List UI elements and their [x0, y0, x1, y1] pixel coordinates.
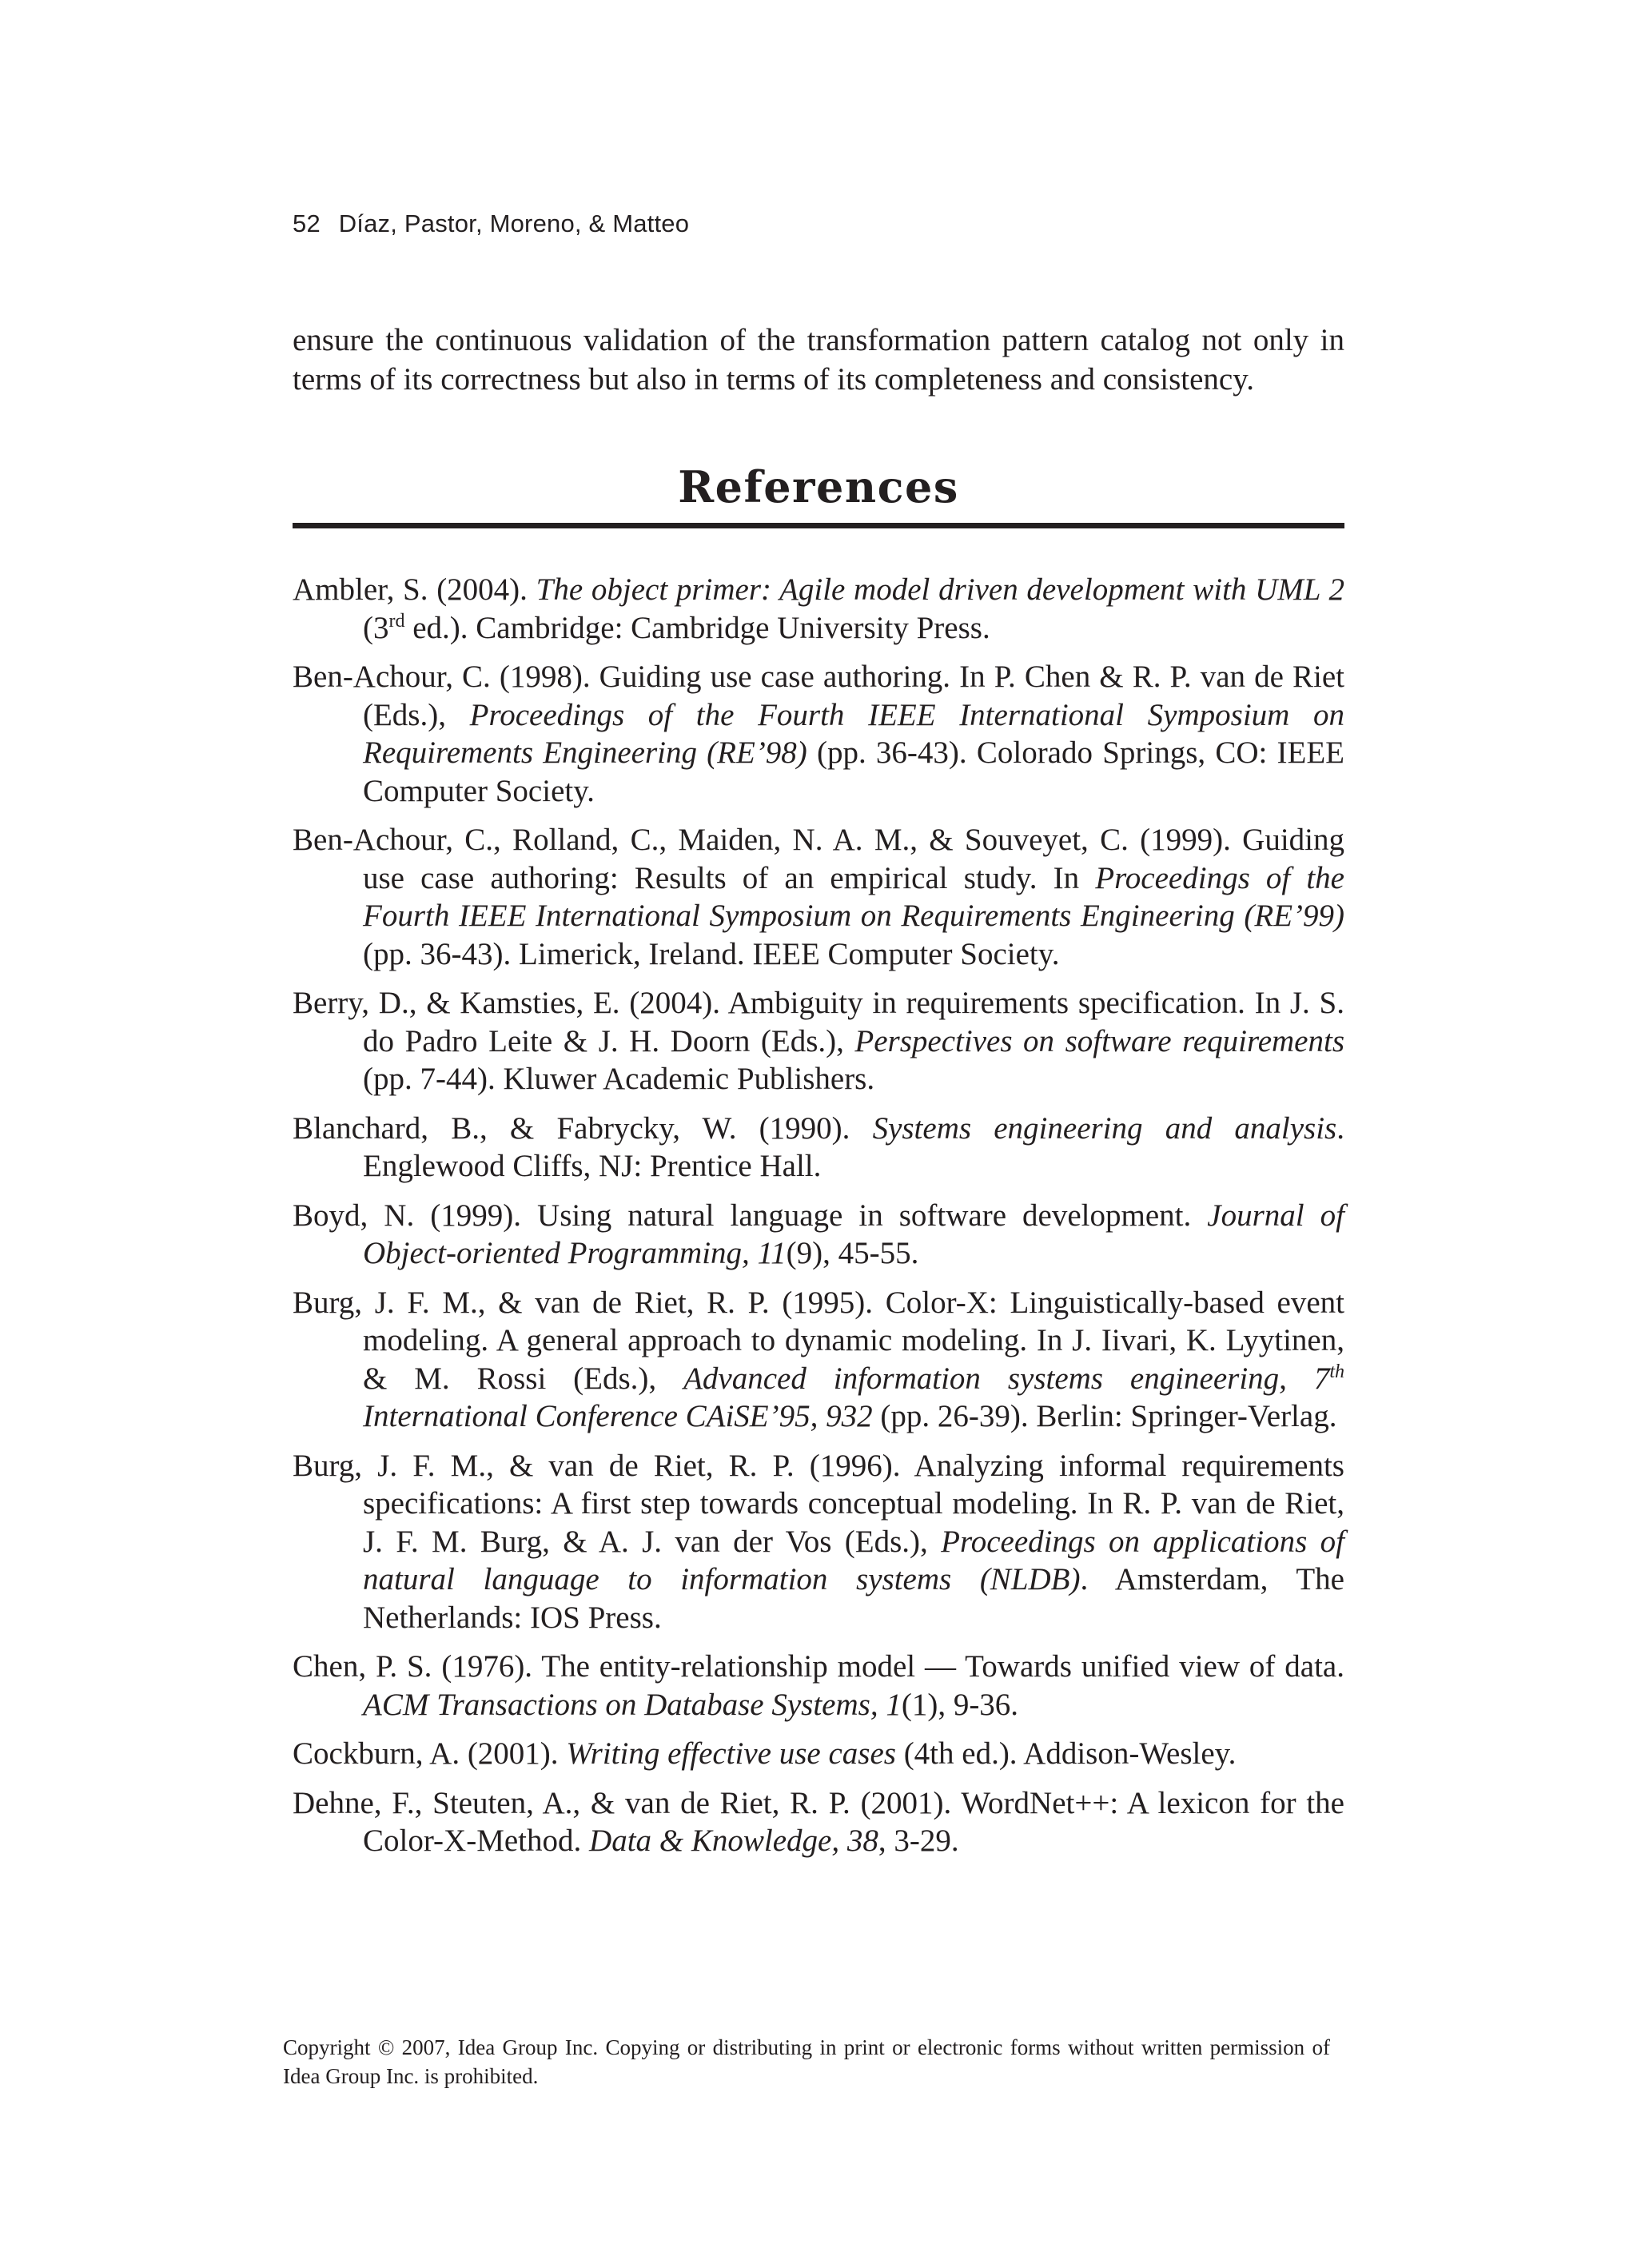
reference-item: Ben-Achour, C. (1998). Guiding use case authoring. In P. Chen & R. P. van de Riet (Eds.), Proceedings of the Fourth IEEE International Symposium on Requirements Engineering (RE’98) (pp. 36-43). Colorado Springs, CO: IEEE Computer Society.	[293, 660, 1344, 808]
reference-item: Ambler, S. (2004). The object primer: Agile model driven development with UML 2 (3rd ed.). Cambridge: Cambridge University Press.	[293, 572, 1344, 645]
reference-item: Burg, J. F. M., & van de Riet, R. P. (1996). Analyzing informal requirements specifications: A first step towards conceptual modeling. In R. P. van de Riet, J. F. M. Burg, & A. J. van der Vos (Eds.), Proceedings on applications of natural language to information systems (NLDB). Amsterdam, The Netherlands: IOS Press.	[293, 1448, 1344, 1635]
copyright-notice: Copyright © 2007, Idea Group Inc. Copying or distributing in print or electronic forms without written permission of Idea Group Inc. is prohibited.	[283, 2035, 1330, 2088]
reference-list	[293, 571, 1344, 1871]
reference-item: Berry, D., & Kamsties, E. (2004). Ambiguity in requirements specification. In J. S. do Padro Leite & J. H. Doorn (Eds.), Perspectives on software requirements (pp. 7-44). Kluwer Academic Publishers.	[293, 986, 1344, 1096]
reference-item: Dehne, F., Steuten, A., & van de Riet, R. P. (2001). WordNet++: A lexicon for the Color-X-Method. Data & Knowledge, 38, 3-29.	[293, 1785, 1344, 1858]
reference-item: Boyd, N. (1999). Using natural language in software development. Journal of Object-oriented Programming, 11(9), 45-55.	[293, 1198, 1344, 1270]
reference-item: Burg, J. F. M., & van de Riet, R. P. (1995). Color-X: Linguistically-based event modeling. A general approach to dynamic modeling. In J. Iivari, K. Lyytinen, & M. Rossi (Eds.), Advanced information systems engineering, 7th International Conference CAiSE’95, 932 (pp. 26-39). Berlin: Springer-Verlag.	[293, 1285, 1344, 1433]
heading-rule	[293, 523, 1344, 528]
running-header-authors: Díaz, Pastor, Moreno, & Matteo	[338, 209, 690, 237]
running-header	[293, 209, 689, 238]
intro-paragraph: ensure the continuous validation of the transformation pattern catalog not only in terms of its correctness but also in terms of its completeness and consistency.	[293, 323, 1344, 397]
references-heading: References	[678, 461, 959, 512]
reference-item: Ben-Achour, C., Rolland, C., Maiden, N. A. M., & Souveyet, C. (1999). Guiding use case authoring: Results of an empirical study. In Proceedings of the Fourth IEEE International Symposium on Requirements Engineering (RE’99) (pp. 36-43). Limerick, Ireland. IEEE Computer Society.	[293, 823, 1344, 971]
reference-item: Blanchard, B., & Fabrycky, W. (1990). Systems engineering and analysis. Englewood Cliffs, NJ: Prentice Hall.	[293, 1110, 1344, 1183]
reference-item: Chen, P. S. (1976). The entity-relationship model — Towards unified view of data. ACM Transactions on Database Systems, 1(1), 9-36.	[293, 1649, 1344, 1722]
page-number: 52	[293, 209, 321, 237]
reference-item: Cockburn, A. (2001). Writing effective use cases (4th ed.). Addison-Wesley.	[293, 1736, 1237, 1771]
